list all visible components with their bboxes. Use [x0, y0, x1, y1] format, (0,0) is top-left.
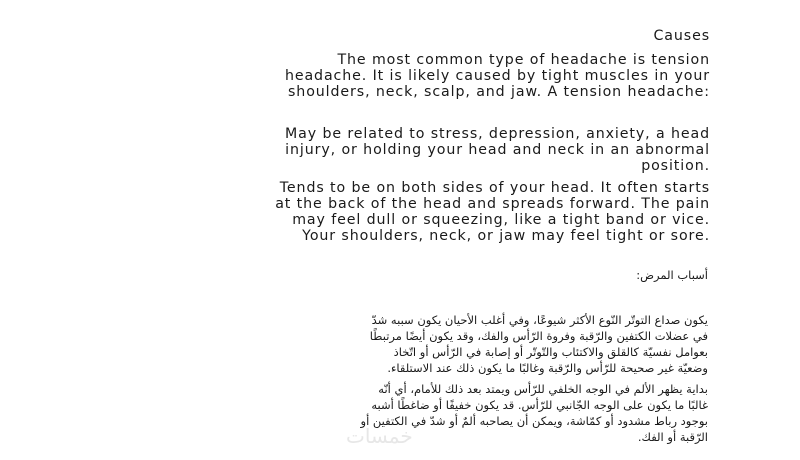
text-line: بداية يظهر الألم في الوجه الخلفي للرّأس ويمتد بعد ذلك للأمام، أي أنّه: [378, 382, 708, 396]
text-line: The most common type of headache is tension: [337, 52, 710, 68]
text-line: يكون صداع التوتّر النّوع الأكثر شيوعًا، وفي أغلب الأحيان يكون سببه شدّ: [371, 313, 708, 327]
text-line: Tends to be on both sides of your head. It often starts: [279, 180, 710, 196]
text-line: May be related to stress, depression, anxiety, a head: [285, 126, 710, 142]
text-line: shoulders, neck, scalp, and jaw. A tension headache:: [288, 84, 710, 100]
text-line: at the back of the head and spreads forward. The pain: [275, 196, 710, 212]
text-line: headache. It is likely caused by tight muscles in your: [284, 68, 710, 84]
text-line: الرّقبة أو الفك.: [637, 430, 708, 444]
arabic-heading: أسباب المرض:: [636, 268, 708, 282]
text-line: Your shoulders, neck, or jaw may feel tight or sore.: [302, 228, 710, 244]
watermark-logo: خمسات: [346, 424, 413, 448]
english-heading: Causes: [653, 28, 710, 44]
text-line: may feel dull or squeezing, like a tight band or vice.: [292, 212, 710, 228]
text-line: position.: [641, 158, 710, 174]
text-line: وضعيّة غير صحيحة للرّأس والرّقبة وغالبًا ما يكون ذلك عند الاستلقاء.: [387, 361, 708, 375]
text-line: في عضلات الكتفين والرّقبة وفروة الرّأس والفك، وقد يكون أيضًا مرتبطًا: [369, 329, 708, 343]
text-line: بوجود رباط مشدود أو كمّاشة، ويمكن أن يصاحبه ألمٌ أو شدّ في الكتفين أو: [360, 414, 708, 428]
text-line: غالبًا ما يكون على الوجه الجّانبي للرّأس. قد يكون خفيفًا أو ضاغطًا أشبه: [371, 398, 708, 412]
text-line: injury, or holding your head and neck in an abnormal: [285, 142, 710, 158]
text-line: بعوامل نفسيّة كالقلق والاكتئاب والتّوتّر أو إصابة في الرّأس أو اتّخاذ: [393, 345, 708, 359]
